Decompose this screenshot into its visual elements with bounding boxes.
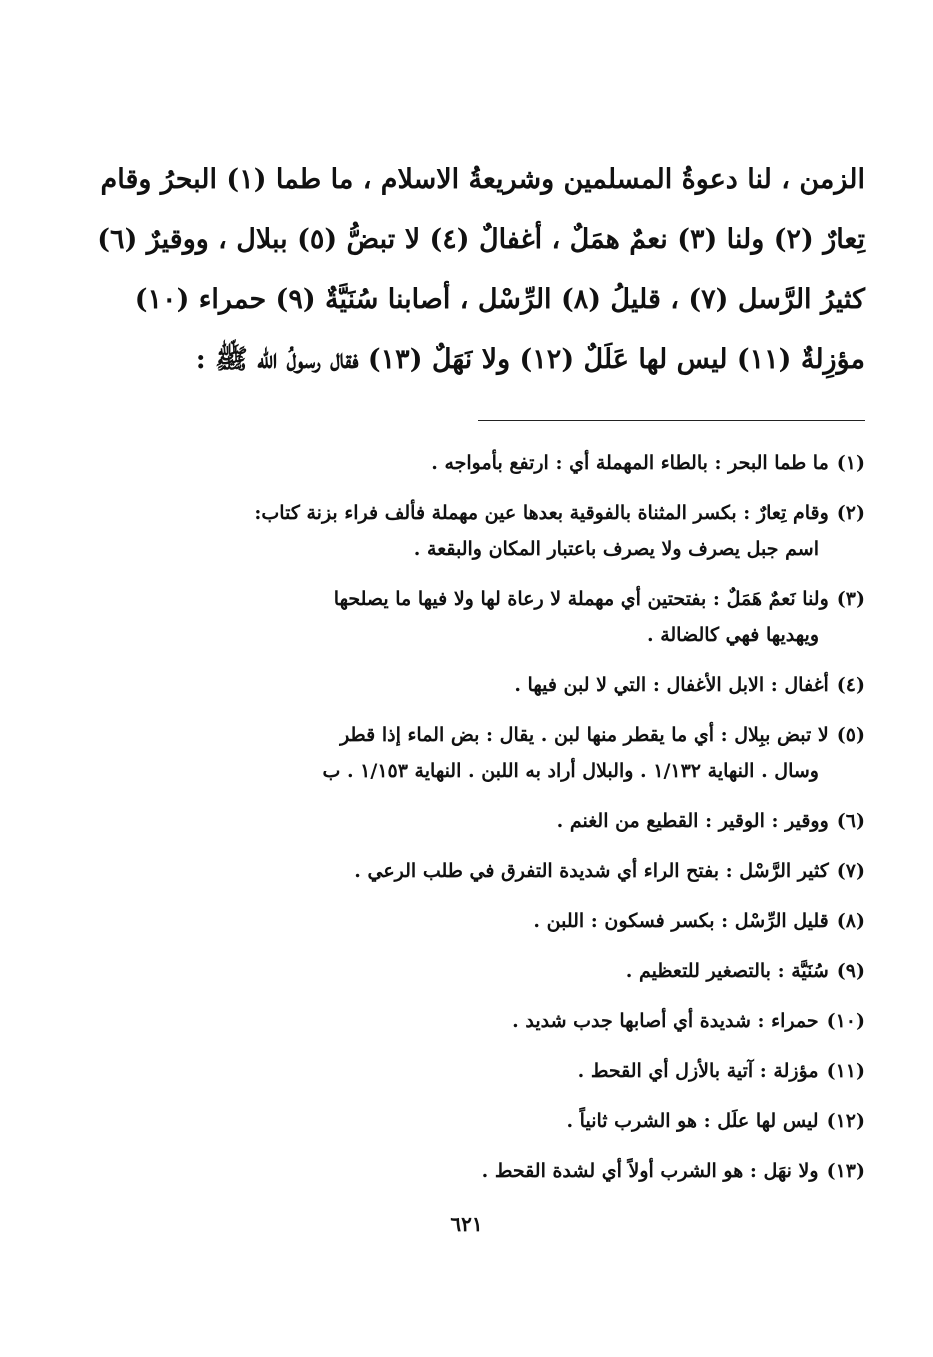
footnote-continuation: ويهديها فهي كالضالة . bbox=[646, 624, 819, 646]
footnote-text: ولا نهَل : هو الشرب أولاً أي لشدة القحط . bbox=[481, 1160, 819, 1182]
footnote-number: (١) bbox=[836, 452, 865, 474]
footnote-number: (٦) bbox=[836, 810, 865, 832]
footnote-item bbox=[150, 495, 865, 567]
footnote-number: (٨) bbox=[836, 910, 865, 932]
footnote-number: (١٣) bbox=[826, 1160, 865, 1182]
footnote-divider bbox=[478, 420, 865, 421]
footnote-text: ووقير : الوقير : القطيع من الغنم . bbox=[556, 810, 829, 832]
footnote-number: (٣) bbox=[836, 588, 865, 610]
footnote-continuation: اسم جبل يصرف ولا يصرف باعتبار المكان والبقعة . bbox=[413, 538, 819, 560]
footnote-item bbox=[150, 803, 865, 839]
footnote-number: (٥) bbox=[836, 724, 865, 746]
footnote-item bbox=[150, 581, 865, 653]
footnote-text: ليس لها علَل : هو الشرب ثانياً . bbox=[566, 1110, 819, 1132]
footnote-item bbox=[150, 903, 865, 939]
footnote-item bbox=[150, 1153, 865, 1189]
footnote-text: أغفال : الابل الأغفال : التي لا لبن فيها . bbox=[514, 674, 829, 696]
footnote-number: (٩) bbox=[836, 960, 865, 982]
footnote-number: (١٠) bbox=[826, 1010, 865, 1032]
footnote-item bbox=[150, 667, 865, 703]
footnote-item bbox=[150, 717, 865, 789]
main-text-line: تِعارٌ (٢) ولنا (٣) نعمٌ همَلٌ ، أغفالٌ (٤) لا تبضُّ (٥) ببلال ، ووقيرٌ (٦) bbox=[97, 224, 865, 255]
footnote-text: مؤزلة : آتية بالأزل أي القحط . bbox=[577, 1060, 819, 1082]
footnote-text: لا تبض ببِلال : أي ما يقطر منها لبن . يقال : بض الماء إذا قطر bbox=[340, 724, 829, 746]
footnote-item bbox=[150, 1003, 865, 1039]
footnote-text: حمراء : شديدة أي أصابها جدب شديد . bbox=[512, 1010, 819, 1032]
footnote-continuation: وسال . النهاية ١/١٣٢ . والبلال أراد به اللبن . النهاية ١/١٥٣ . ب bbox=[322, 760, 819, 782]
footnote-number: (٤) bbox=[836, 674, 865, 696]
footnote-item bbox=[150, 853, 865, 889]
footnote-text: وقام تِعارٌ : بكسر المثناة بالفوقية بعدها عين مهملة فألف فراء بزنة كتاب: bbox=[254, 502, 829, 524]
footnote-item bbox=[150, 953, 865, 989]
footnotes-list bbox=[150, 445, 865, 1203]
footnote-text: ما طما البحر : بالطاء المهملة أي : ارتفع بأمواجه . bbox=[431, 452, 829, 474]
footnote-number: (٢) bbox=[836, 502, 865, 524]
main-text-line: كثيرُ الرَّسل (٧) ، قليلُ (٨) الرِّسْل ، أصابنا سُنَيَّةٌ (٩) حمراء (١٠) bbox=[134, 284, 865, 315]
footnote-text: سُنَيَّة : بالتصغير للتعظيم . bbox=[625, 960, 829, 982]
footnote-number: (٧) bbox=[836, 860, 865, 882]
main-text-line: الزمن ، لنا دعوةُ المسلمين وشريعةُ الاسلام ، ما طما (١) البحرُ وقام bbox=[100, 164, 865, 195]
footnote-number: (١١) bbox=[826, 1060, 865, 1082]
footnote-number: (١٢) bbox=[826, 1110, 865, 1132]
footnote-item bbox=[150, 1103, 865, 1139]
footnote-text: كثير الرَّسْل : بفتح الراء أي شديدة التفرق في طلب الرعي . bbox=[354, 860, 829, 882]
footnote-item bbox=[150, 1053, 865, 1089]
footnote-text: قليل الرِّسْل : بكسر فسكون : اللبن . bbox=[533, 910, 829, 932]
main-text-block bbox=[97, 150, 865, 390]
footnote-text: ولنا نَعمٌ هَمَلٌ : بفتحتين أي مهملة لا رعاة لها ولا فيها ما يصلحها bbox=[333, 588, 829, 610]
page-number: ٦٢١ bbox=[450, 1212, 483, 1236]
main-text-line: مؤزِلةٌ (١١) ليس لها عَلَلٌ (١٢) ولا نَهَلٌ (١٣) فقال رسولُ الله ﷺ : bbox=[195, 344, 865, 375]
footnote-item bbox=[150, 445, 865, 481]
